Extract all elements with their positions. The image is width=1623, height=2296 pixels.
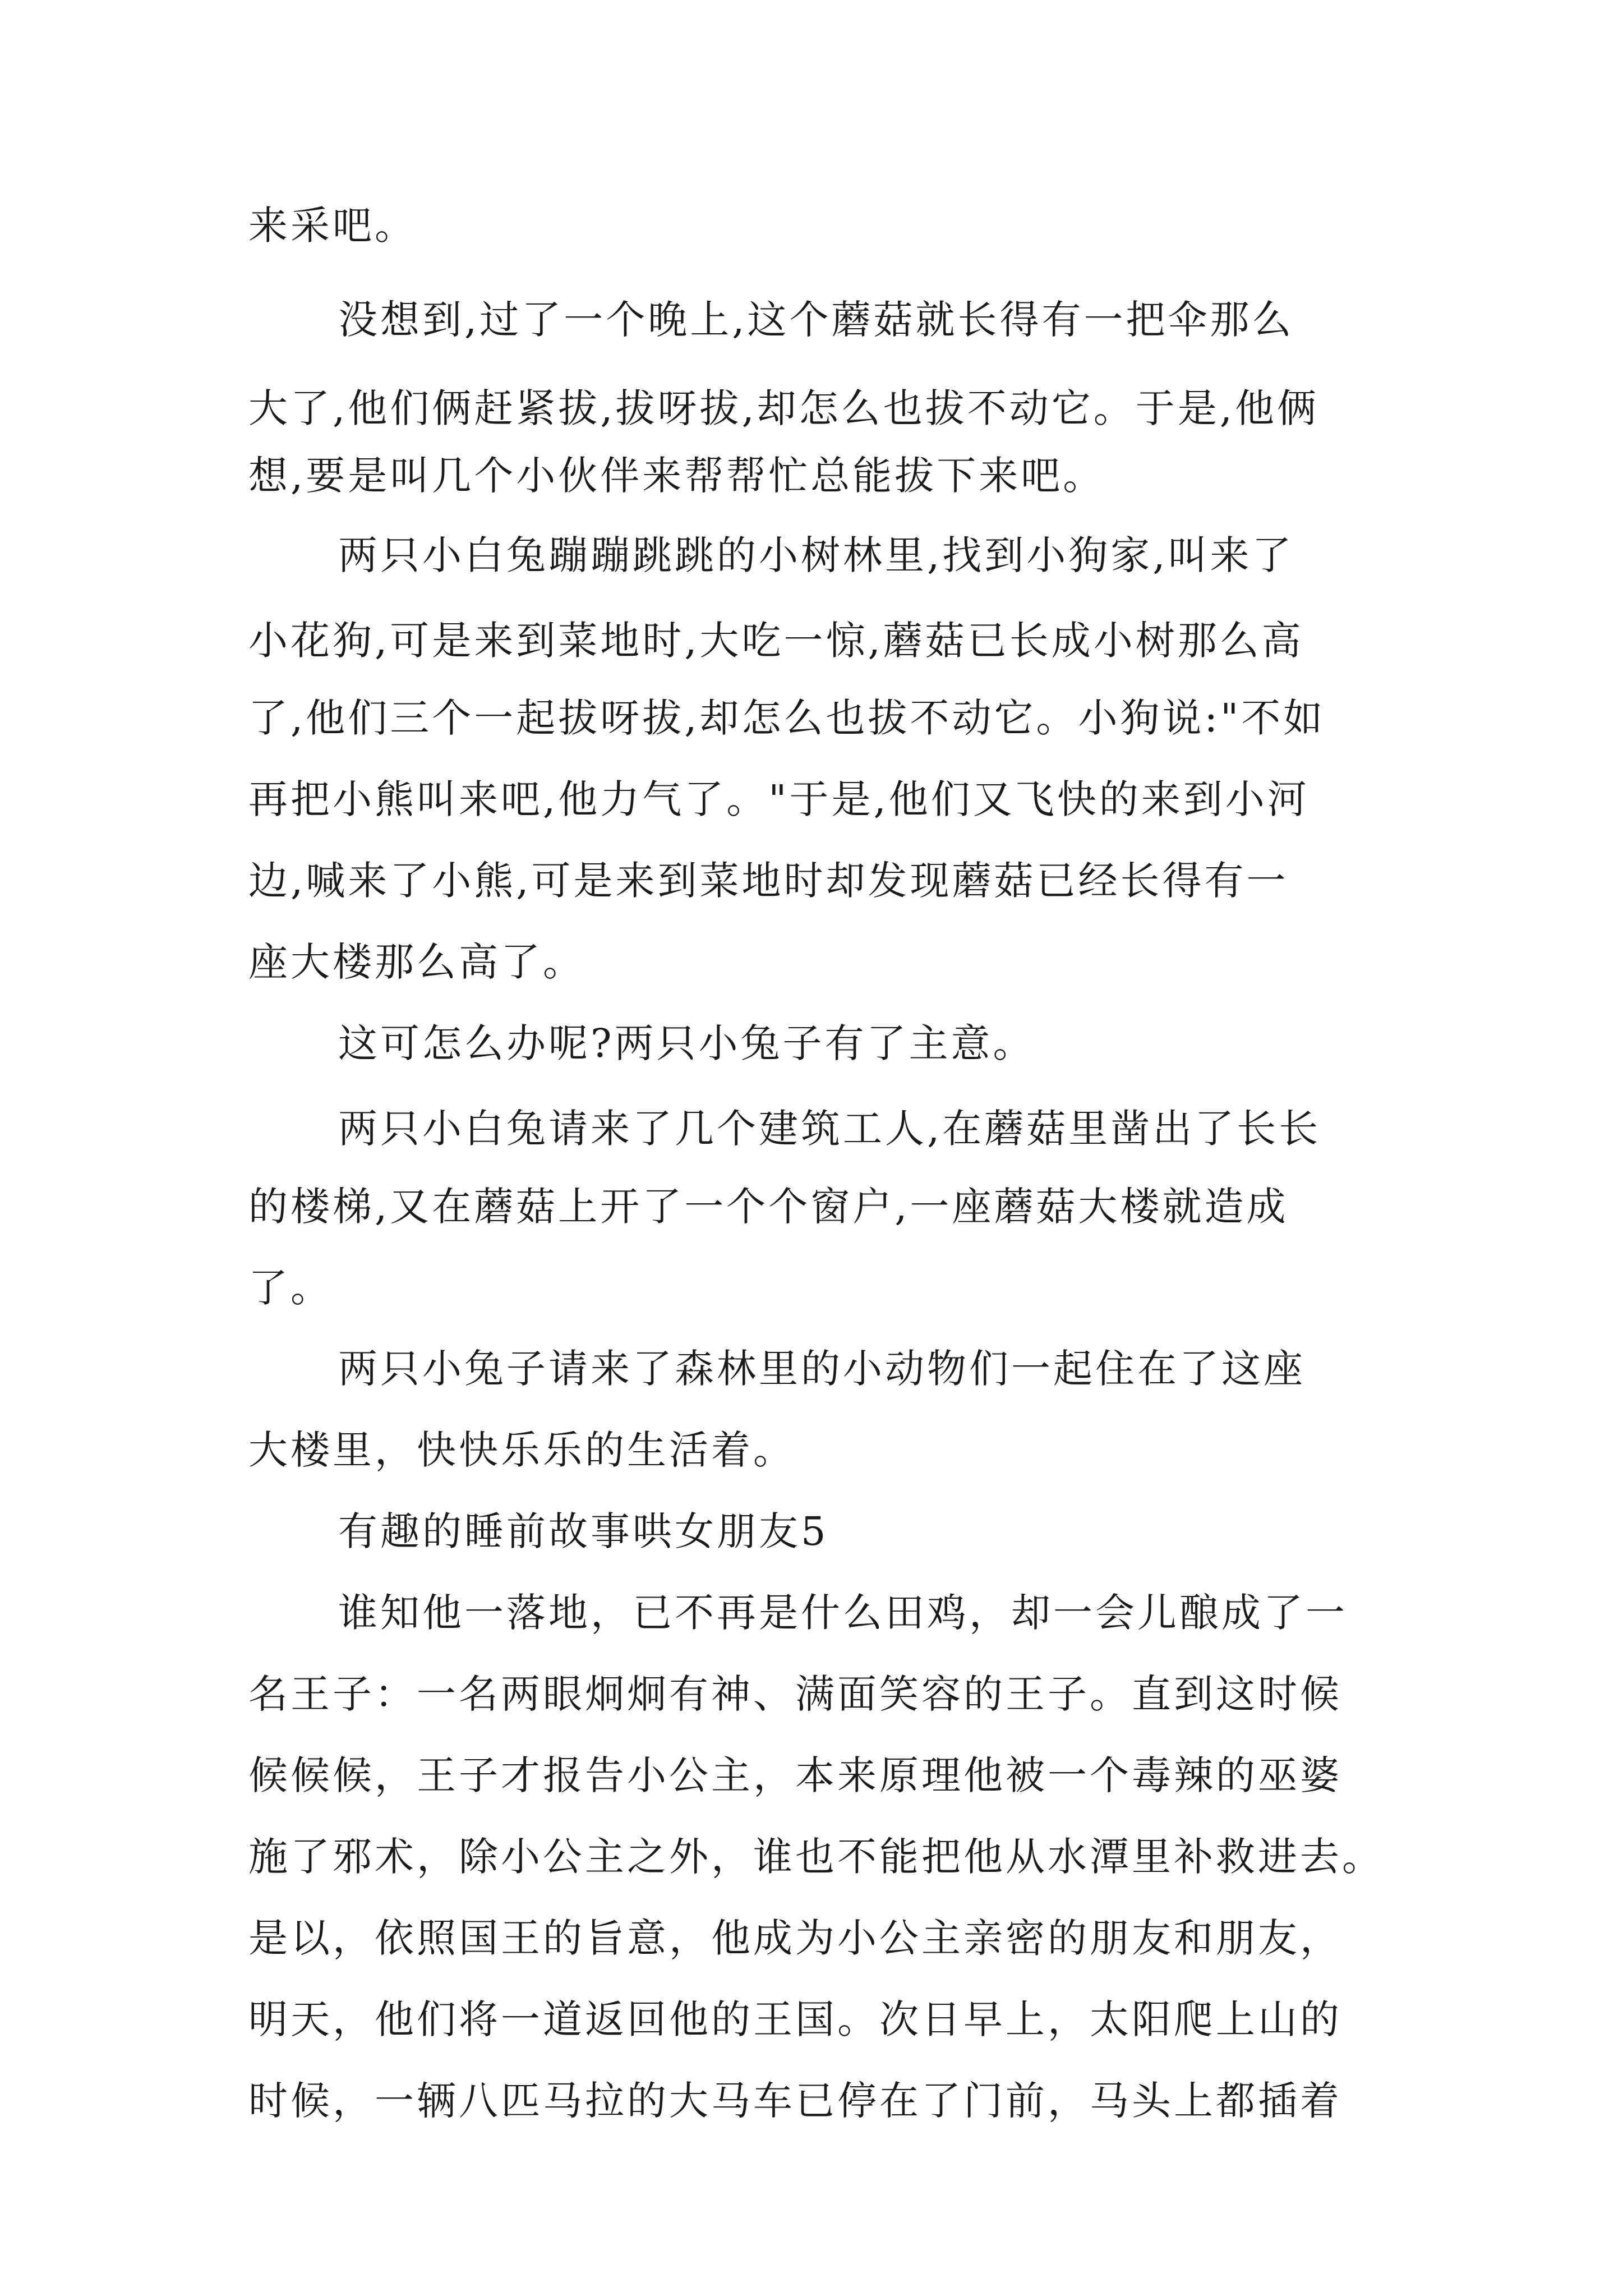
text-line: 了。 (248, 1265, 333, 1311)
text-line: 大楼里，快快乐乐的生活着。 (248, 1427, 795, 1473)
paragraph-start: 两只小白兔蹦蹦跳跳的小树林里,找到小狗家,叫来了 (338, 532, 1294, 578)
text-line: 候候候，王子才报告小公主，本来原理他被一个毒辣的巫婆 (248, 1752, 1342, 1798)
text-line: 再把小熊叫来吧,他力气了。"于是,他们又飞快的来到小河 (248, 776, 1310, 822)
paragraph-start: 谁知他一落地，已不再是什么田鸡，却一会儿酿成了一 (338, 1590, 1348, 1636)
text-line: 施了邪术，除小公主之外，谁也不能把他从水潭里补救进去。 (248, 1834, 1384, 1880)
paragraph-start: 两只小兔子请来了森林里的小动物们一起住在了这座 (338, 1346, 1306, 1392)
text-line: 是以，依照国王的旨意，他成为小公主亲密的朋友和朋友， (248, 1915, 1342, 1961)
text-line: 的楼梯,又在蘑菇上开了一个个窗户,一座蘑菇大楼就造成 (248, 1184, 1289, 1230)
text-line: 想,要是叫几个小伙伴来帮帮忙总能拔下来吧。 (248, 453, 1105, 499)
paragraph-start: 这可怎么办呢?两只小兔子有了主意。 (338, 1020, 1035, 1066)
text-line: 小花狗,可是来到菜地时,大吃一惊,蘑菇已长成小树那么高 (248, 618, 1304, 664)
text-line: 名王子：一名两眼炯炯有神、满面笑容的王子。直到这时候 (248, 1671, 1342, 1717)
text-line: 边,喊来了小熊,可是来到菜地时却发现蘑菇已经长得有一 (248, 858, 1289, 904)
text-line: 时候，一辆八匹马拉的大马车已停在了门前，马头上都插着 (248, 2078, 1342, 2124)
text-line: 来采吧。 (248, 203, 417, 249)
text-line: 大了,他们俩赶紧拔,拔呀拔,却怎么也拔不动它。于是,他俩 (248, 385, 1320, 431)
section-heading: 有趣的睡前故事哄女朋友5 (338, 1508, 829, 1554)
text-line: 了,他们三个一起拔呀拔,却怎么也拔不动它。小狗说:"不如 (248, 695, 1326, 741)
paragraph-start: 没想到,过了一个晚上,这个蘑菇就长得有一把伞那么 (338, 297, 1294, 343)
text-line: 明天，他们将一道返回他的王国。次日早上，太阳爬上山的 (248, 1996, 1342, 2042)
paragraph-start: 两只小白兔请来了几个建筑工人,在蘑菇里凿出了长长 (338, 1106, 1321, 1152)
text-line: 座大楼那么高了。 (248, 939, 585, 985)
